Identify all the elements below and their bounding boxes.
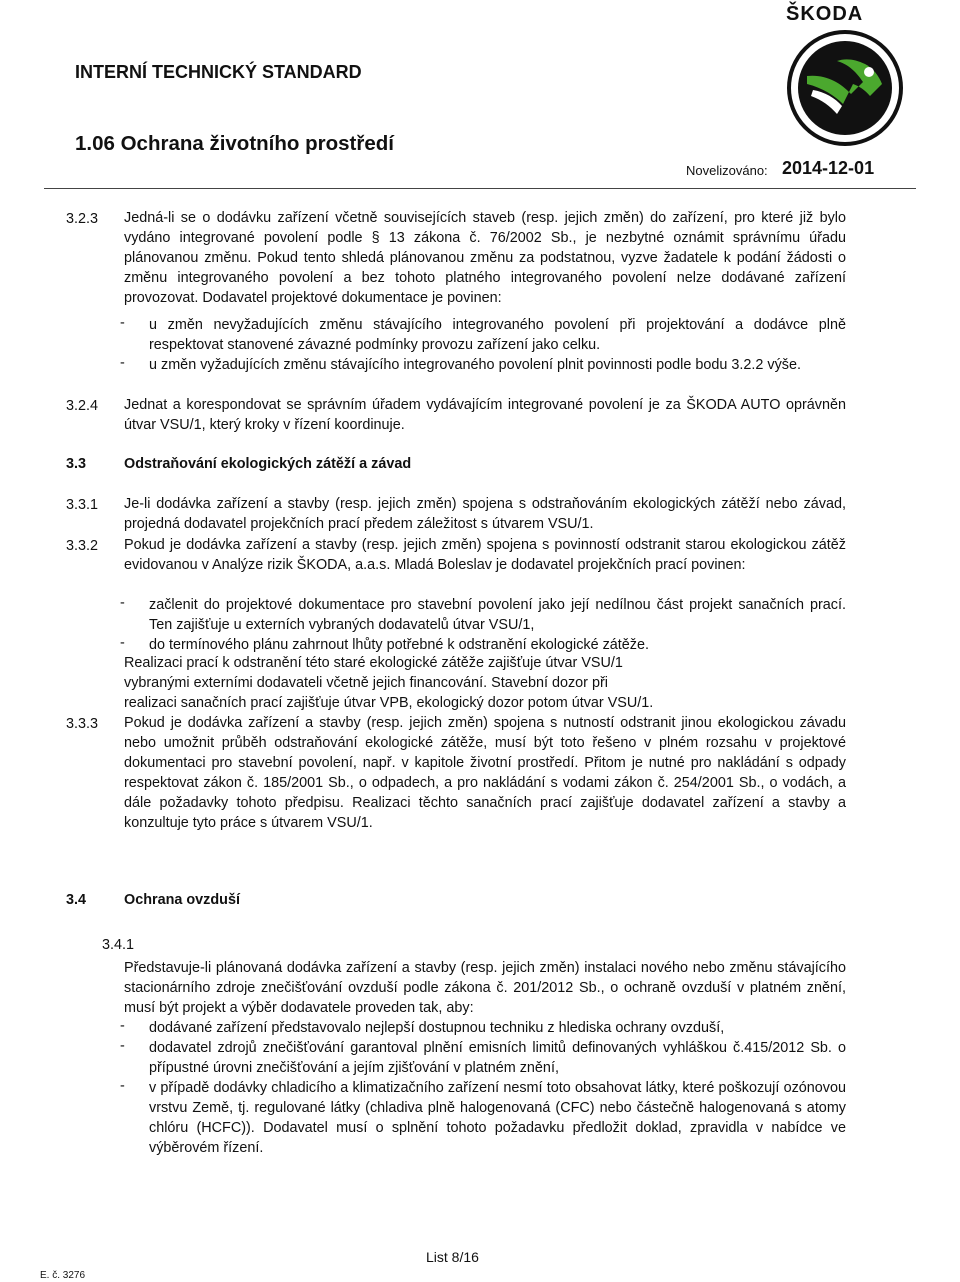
item-text: Pokud je dodávka zařízení a stavby (resp. jejich změn) spojena s nutností odstranit jinou ekologickou závadu nebo umožnit průběh odstraňování ekologické zátěže, musí být toto řešeno v plném rozsahu v projektové dokumentaci pro stavební povolení, např. v kapitole životní prostředí. Přitom je nutné pro nakládání s odpady respektovat zákon č. 185/2001 Sb., o odpadech, a pro nakládání s vodami zákon č. 254/2001 Sb., o vodách, a dále požadavky tohoto předpisu. Realizaci těchto sanačních prací zajišťuje dodavatel zařízení a stavby a konzultuje tyto práce s útvarem VSU/1. — [124, 715, 846, 832]
bullet-text: do termínového plánu zahrnout lhůty potřebné k odstranění ekologické zátěže. — [149, 637, 649, 653]
bullet-text: dodavatel zdrojů znečišťování garantoval plnění emisních limitů definovaných vyhláškou č.415/2012 Sb. o přípustné úrovni znečišťování a jejím zjišťování v platném znění, — [149, 1040, 846, 1077]
item-text: Pokud je dodávka zařízení a stavby (resp. jejich změn) spojena s povinností odstranit starou ekologickou zátěž evidovanou v Analýze rizik ŠKODA, a.a.s. Mladá Boleslav je dodavatel projekčních prací povinen: — [124, 537, 846, 574]
item-text: Jednat a korespondovat se správním úřadem vydávajícím integrované povolení je za ŠKODA AUTO oprávněn útvar VSU/1, který kroky v řízení koordinuje. — [124, 397, 846, 434]
bullet-mark: - — [120, 595, 125, 611]
item-number: 3.3.3 — [66, 716, 99, 732]
bullet-mark: - — [120, 1078, 125, 1094]
item-number: 3.3.2 — [66, 538, 99, 554]
bullet-mark: - — [120, 1018, 125, 1034]
section-number: 3.3 — [66, 456, 87, 472]
brand-wordmark: ŠKODA — [786, 3, 864, 25]
header-divider — [44, 188, 916, 189]
note-line: realizaci sanačních prací zajišťuje útvar VPB, ekologický dozor potom útvar VSU/1. — [124, 695, 654, 711]
revision-label: Novelizováno: — [686, 163, 768, 178]
item-text: Jedná-li se o dodávku zařízení včetně souvisejících staveb (resp. jejich změn) do zařízení, pro které již bylo vydáno integrované povolení podle § 13 zákona č. 76/2002 Sb., je nezbytné oznámit správnímu úřadu plánovanou změnu. Pokud tento shledá plánovanou změnu za podstatnou, vyzve žadatele k podání žádosti o změnu integrovaného povolení a bez tohoto platného integrovaného povolení nelze dodávané zařízení provozovat. Dodavatel projektové dokumentace je povinen: — [124, 210, 846, 307]
item-text: Je-li dodávka zařízení a stavby (resp. jejich změn) spojena s odstraňováním ekologických zátěží nebo závad, projedná dodavatel projekčních prací předem záležitost s útvarem VSU/1. — [124, 496, 846, 533]
bullet-text: u změn nevyžadujících změnu stávajícího integrovaného povolení při projektování a dodávce plně respektovat stanovené závazné podmínky provozu zařízení jako celku. — [149, 317, 846, 354]
skoda-logo-icon — [785, 26, 905, 149]
item-number: 3.3.1 — [66, 497, 99, 513]
section-heading: Ochrana ovzduší — [124, 892, 240, 908]
bullet-text: u změn vyžadujících změnu stávajícího integrovaného povolení plnit povinnosti podle bodu 3.2.2 výše. — [149, 357, 801, 373]
bullet-mark: - — [120, 315, 125, 331]
bullet-text: začlenit do projektové dokumentace pro stavební povolení jako její nedílnou část projekt sanačních prací. Ten zajišťuje u externích vybraných dodavatelů útvar VSU/1, — [149, 597, 846, 634]
item-text: Představuje-li plánovaná dodávka zařízení a stavby (resp. jejich změn) instalaci nového nebo změnu stávajícího stacionárního zdroje znečišťování ovzduší podle zákona č. 201/2012 Sb., o ochraně ovzduší v platném znění, musí být projekt a výběr dodavatele proveden tak, aby: — [124, 960, 846, 1017]
revision-date: 2014-12-01 — [782, 158, 875, 178]
section-title: 1.06 Ochrana životního prostředí — [75, 132, 394, 155]
item-number: 3.2.4 — [66, 398, 99, 414]
bullet-text: dodávané zařízení představovalo nejlepší dostupnou techniku z hlediska ochrany ovzduší, — [149, 1020, 725, 1036]
note-line: Realizaci prací k odstranění této staré ekologické zátěže zajišťuje útvar VSU/1 — [124, 655, 623, 671]
item-number: 3.4.1 — [102, 937, 135, 953]
bullet-mark: - — [120, 1038, 125, 1054]
bullet-mark: - — [120, 635, 125, 651]
section-heading: Odstraňování ekologických zátěží a závad — [124, 456, 412, 472]
page-number: List 8/16 — [426, 1249, 479, 1265]
note-line: vybranými externími dodavateli včetně jejich financování. Stavební dozor při — [124, 675, 608, 691]
bullet-mark: - — [120, 355, 125, 371]
document-number: E. č. 3276 — [40, 1270, 86, 1281]
section-number: 3.4 — [66, 892, 87, 908]
bullet-text: v případě dodávky chladicího a klimatizačního zařízení nesmí toto obsahovat látky, které poškozují ozónovou vrstvu Země, tj. regulované látky (chladiva plně halogenovaná (CFC) nebo částečně halogenovaná s atomy chlóru (HCFC)). Dodavatel musí o splnění tohoto požadavku předložit doklad, zpravidla v nabídce ve výběrovém řízení. — [149, 1080, 846, 1157]
item-number: 3.2.3 — [66, 211, 99, 227]
standard-title: INTERNÍ TECHNICKÝ STANDARD — [75, 62, 362, 82]
